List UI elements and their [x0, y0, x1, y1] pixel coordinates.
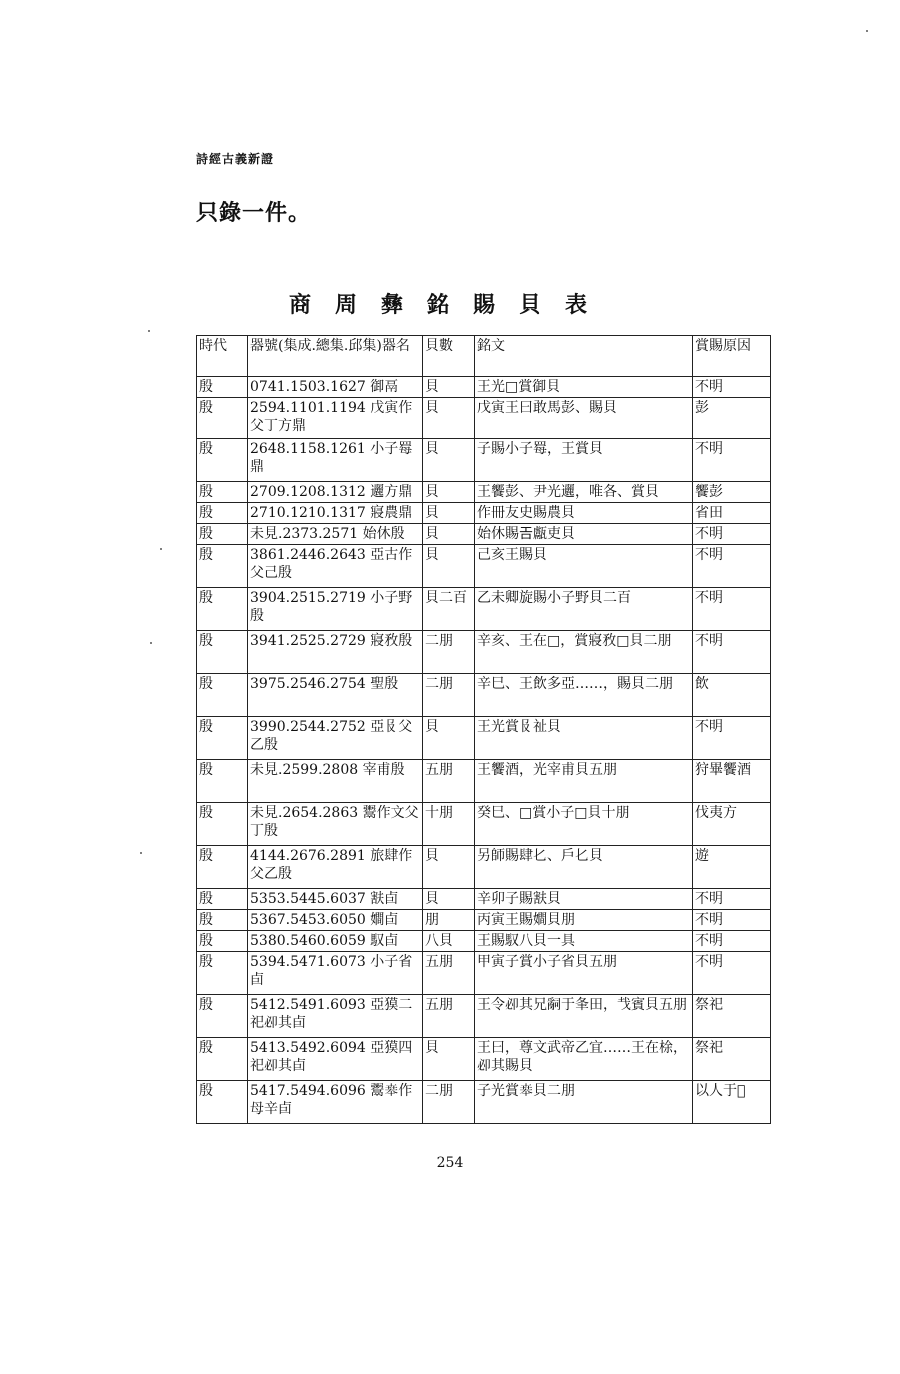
cell-era: 殷 [197, 1038, 248, 1081]
cell-count: 貝 [423, 482, 475, 503]
cell-era: 殷 [197, 1081, 248, 1124]
cell-vessel: 4144.2676.2891 旅肆作父乙殷 [248, 846, 423, 889]
table-row [197, 889, 771, 910]
cell-count: 五朋 [423, 952, 475, 995]
cell-count: 貝 [423, 545, 475, 588]
cell-vessel: 未見.2599.2808 宰甫殷 [248, 760, 423, 803]
cell-reason: 不明 [693, 910, 771, 931]
table-row [197, 398, 771, 439]
cell-era: 殷 [197, 524, 248, 545]
table-row [197, 995, 771, 1038]
cell-reason: 不明 [693, 524, 771, 545]
cell-reason: 以人于𦭝 [693, 1081, 771, 1124]
cell-count: 五朋 [423, 995, 475, 1038]
cell-era: 殷 [197, 910, 248, 931]
cell-era: 殷 [197, 631, 248, 674]
cell-vessel: 3990.2544.2752 亞𠬝父乙殷 [248, 717, 423, 760]
table-row [197, 377, 771, 398]
cell-vessel: 2594.1101.1194 戊寅作父丁方鼎 [248, 398, 423, 439]
cell-inscription: 王曰，尊文武帝乙宜……王在梌，𠨘其賜貝 [475, 1038, 693, 1081]
cell-reason: 祭祀 [693, 995, 771, 1038]
cell-era: 殷 [197, 482, 248, 503]
cell-era: 殷 [197, 931, 248, 952]
cell-era: 殷 [197, 545, 248, 588]
cell-era: 殷 [197, 717, 248, 760]
page-number: 254 [436, 1155, 464, 1171]
cell-inscription: 王光□賞御貝 [475, 377, 693, 398]
table-row [197, 846, 771, 889]
cell-count: 貝 [423, 889, 475, 910]
cell-inscription: 甲寅子賞小子省貝五朋 [475, 952, 693, 995]
cell-count: 貝 [423, 377, 475, 398]
cell-count: 貝 [423, 524, 475, 545]
scan-speck [140, 852, 142, 854]
cell-reason: 不明 [693, 588, 771, 631]
table-row [197, 803, 771, 846]
table-row [197, 588, 771, 631]
cell-era: 殷 [197, 398, 248, 439]
cell-inscription: 王饗彭、尹光邐，唯各、賞貝 [475, 482, 693, 503]
cell-vessel: 3904.2515.2719 小子野殷 [248, 588, 423, 631]
cell-reason: 彭 [693, 398, 771, 439]
cell-count: 二朋 [423, 1081, 475, 1124]
table-row [197, 1038, 771, 1081]
cell-era: 殷 [197, 803, 248, 846]
cell-count: 朋 [423, 910, 475, 931]
table-row [197, 503, 771, 524]
cell-reason: 狩畢饗酒 [693, 760, 771, 803]
cell-inscription: 丙寅王賜𡢃貝朋 [475, 910, 693, 931]
cell-reason: 饗彭 [693, 482, 771, 503]
scan-speck [866, 30, 868, 32]
cell-inscription: 始休賜𢀛甗吏貝 [475, 524, 693, 545]
cell-count: 二朋 [423, 631, 475, 674]
cell-inscription: 作冊友史賜農貝 [475, 503, 693, 524]
header-inscription: 銘文 [475, 336, 693, 377]
scan-speck [150, 642, 152, 644]
cell-vessel: 0741.1503.1627 御鬲 [248, 377, 423, 398]
bestowal-table [196, 335, 771, 1124]
cell-era: 殷 [197, 674, 248, 717]
cell-reason: 遊 [693, 846, 771, 889]
cell-reason: 不明 [693, 952, 771, 995]
cell-vessel: 未見.2373.2571 始休殷 [248, 524, 423, 545]
cell-count: 貝 [423, 846, 475, 889]
cell-inscription: 癸巳、□賞小子□貝十朋 [475, 803, 693, 846]
cell-era: 殷 [197, 503, 248, 524]
cell-count: 貝 [423, 1038, 475, 1081]
cell-reason: 不明 [693, 545, 771, 588]
table-header-row [197, 336, 771, 377]
table-row [197, 674, 771, 717]
cell-count: 八貝 [423, 931, 475, 952]
table-row [197, 760, 771, 803]
scan-speck [148, 330, 150, 332]
cell-vessel: 2648.1158.1261 小子䍙鼎 [248, 439, 423, 482]
cell-reason: 不明 [693, 631, 771, 674]
cell-count: 貝 [423, 439, 475, 482]
cell-vessel: 5394.5471.6073 小子省卣 [248, 952, 423, 995]
intro-text: 只錄一件。 [196, 200, 312, 226]
header-vessel: 器號(集成.總集.邱集)器名 [248, 336, 423, 377]
cell-vessel: 3941.2525.2729 寢敄殷 [248, 631, 423, 674]
cell-reason: 不明 [693, 377, 771, 398]
cell-era: 殷 [197, 952, 248, 995]
cell-era: 殷 [197, 846, 248, 889]
cell-era: 殷 [197, 889, 248, 910]
cell-era: 殷 [197, 439, 248, 482]
cell-vessel: 5367.5453.6050 𡢃卣 [248, 910, 423, 931]
cell-vessel: 2710.1210.1317 寢農鼎 [248, 503, 423, 524]
cell-inscription: 王饗酒，光宰甫貝五朋 [475, 760, 693, 803]
cell-inscription: 戊寅王曰敢馬彭、賜貝 [475, 398, 693, 439]
cell-inscription: 辛亥、王在□，賞寢敄□貝二朋 [475, 631, 693, 674]
table-row [197, 931, 771, 952]
cell-count: 二朋 [423, 674, 475, 717]
cell-vessel: 3861.2446.2643 亞古作父己殷 [248, 545, 423, 588]
scan-speck [160, 548, 162, 550]
cell-reason: 飲 [693, 674, 771, 717]
cell-inscription: 己亥王賜貝 [475, 545, 693, 588]
cell-era: 殷 [197, 995, 248, 1038]
cell-count: 貝 [423, 398, 475, 439]
cell-inscription: 另師賜肆𠤎、戶𠤎貝 [475, 846, 693, 889]
cell-reason: 伐夷方 [693, 803, 771, 846]
header-era: 時代 [197, 336, 248, 377]
cell-inscription: 辛巳、王飲多亞……，賜貝二朋 [475, 674, 693, 717]
cell-inscription: 乙未卿旋賜小子野貝二百 [475, 588, 693, 631]
cell-vessel: 5353.5445.6037 㝬卣 [248, 889, 423, 910]
cell-reason: 省田 [693, 503, 771, 524]
cell-inscription: 子光賞𠦪貝二朋 [475, 1081, 693, 1124]
table-row [197, 717, 771, 760]
header-reason: 賞賜原因 [693, 336, 771, 377]
cell-vessel: 5417.5494.6096 鬻𠦪作母辛卣 [248, 1081, 423, 1124]
cell-vessel: 未見.2654.2863 鬻作文父丁殷 [248, 803, 423, 846]
table-row [197, 1081, 771, 1124]
cell-count: 貝二百 [423, 588, 475, 631]
table-title: 商周彝銘賜貝表 [288, 292, 611, 318]
cell-vessel: 5380.5460.6059 馭卣 [248, 931, 423, 952]
header-count: 貝數 [423, 336, 475, 377]
cell-inscription: 王賜馭八貝一具 [475, 931, 693, 952]
cell-reason: 不明 [693, 717, 771, 760]
cell-era: 殷 [197, 588, 248, 631]
cell-inscription: 王光賞𠬝祉貝 [475, 717, 693, 760]
cell-vessel: 3975.2546.2754 聖殷 [248, 674, 423, 717]
cell-count: 貝 [423, 717, 475, 760]
cell-count: 十朋 [423, 803, 475, 846]
table-row [197, 439, 771, 482]
cell-reason: 不明 [693, 439, 771, 482]
cell-vessel: 2709.1208.1312 邐方鼎 [248, 482, 423, 503]
cell-inscription: 子賜小子䍙，王賞貝 [475, 439, 693, 482]
cell-reason: 不明 [693, 931, 771, 952]
running-head: 詩經古義新證 [196, 152, 275, 166]
table-row [197, 545, 771, 588]
table-row [197, 631, 771, 674]
cell-reason: 祭祀 [693, 1038, 771, 1081]
cell-era: 殷 [197, 760, 248, 803]
cell-vessel: 5412.5491.6093 亞獏二祀𠨘其卣 [248, 995, 423, 1038]
cell-era: 殷 [197, 377, 248, 398]
cell-inscription: 辛卯子賜㝬貝 [475, 889, 693, 910]
table-row [197, 524, 771, 545]
cell-count: 五朋 [423, 760, 475, 803]
cell-vessel: 5413.5492.6094 亞獏四祀𠨘其卣 [248, 1038, 423, 1081]
cell-count: 貝 [423, 503, 475, 524]
cell-inscription: 王令𠨘其兄𤔲于夆田，𢦏賓貝五朋 [475, 995, 693, 1038]
table-row [197, 482, 771, 503]
cell-reason: 不明 [693, 889, 771, 910]
table-row [197, 910, 771, 931]
table-row [197, 952, 771, 995]
